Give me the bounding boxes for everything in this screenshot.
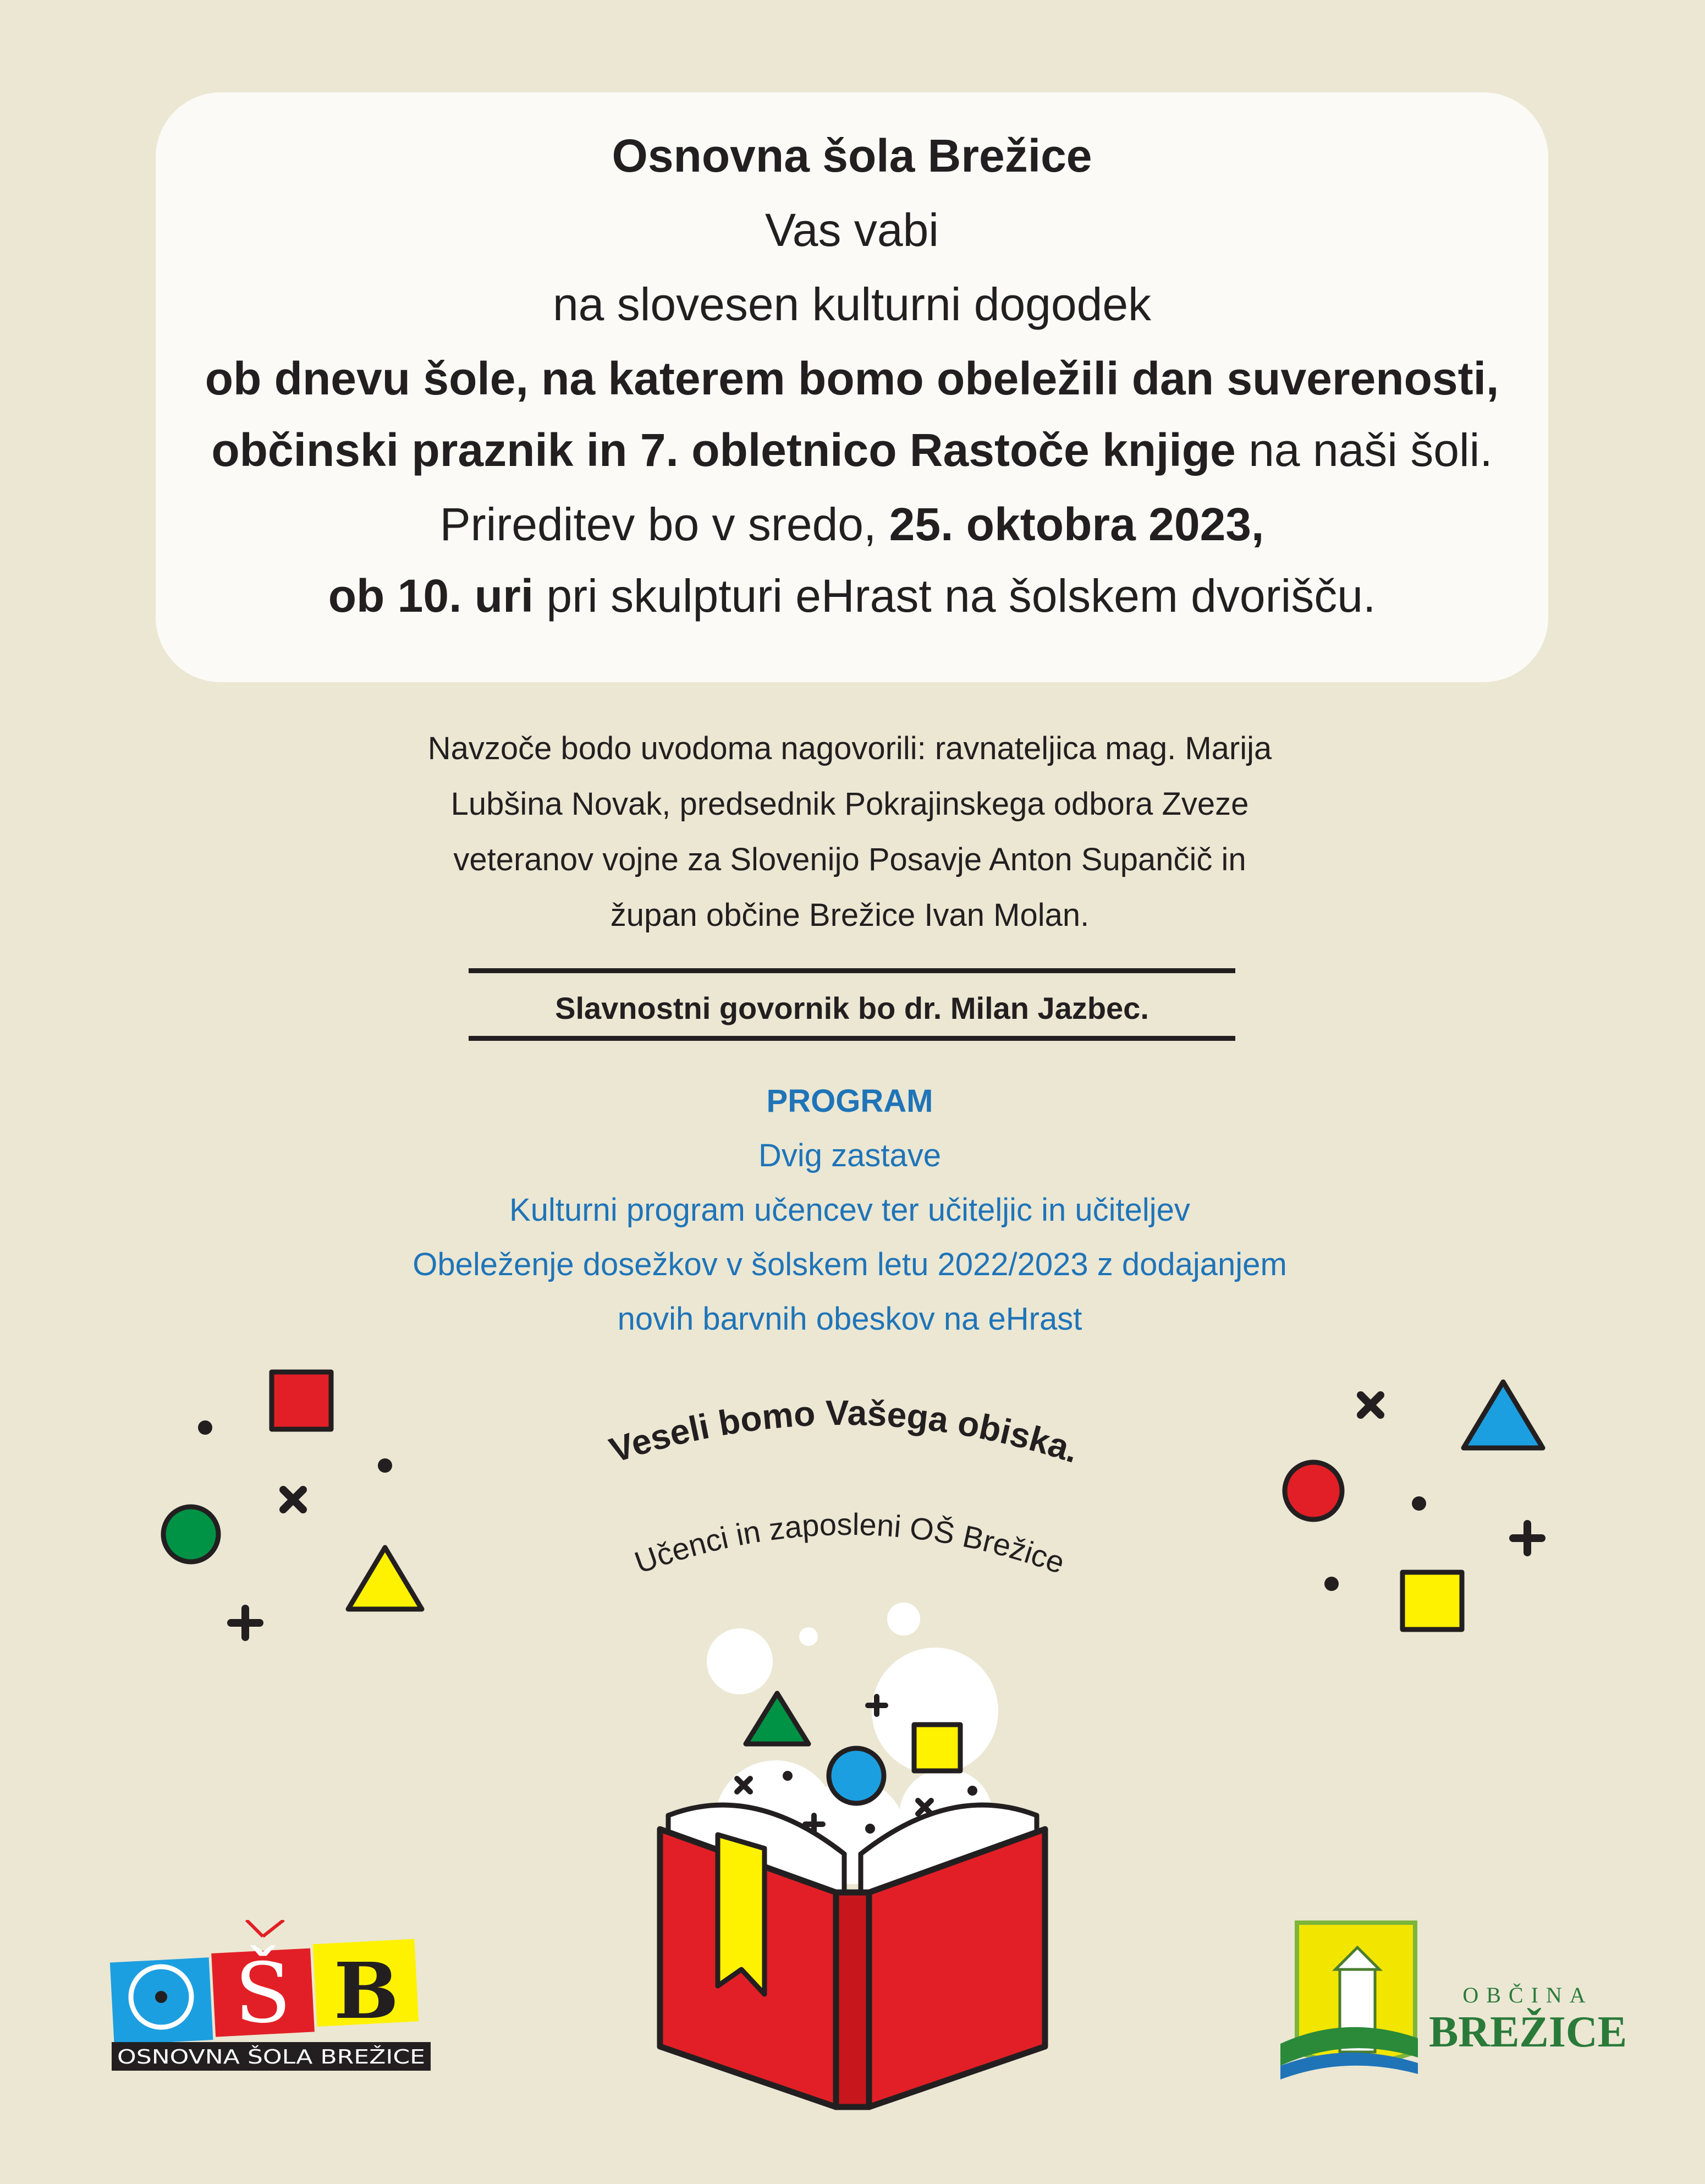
dot-icon <box>1412 1496 1426 1511</box>
yellow-triangle-icon <box>348 1548 422 1609</box>
bubble-icon <box>887 1603 920 1636</box>
invite-text: Vas vabi <box>765 204 939 256</box>
signature-text <box>630 1507 1069 1581</box>
logo-caption: OSNOVNA ŠOLA BREŽICE <box>117 2046 369 2068</box>
program-item: Dvig zastave <box>758 1138 942 1173</box>
time-bold: ob 10. uri <box>328 570 534 622</box>
book-illustration <box>660 1603 1045 2107</box>
left-shape-cluster <box>163 1372 422 1637</box>
place-rest: pri skulpturi eHrast na šolskem dvorišču. <box>534 570 1376 622</box>
keynote-speaker: Slavnostni govornik bo dr. Milan Jazbec. <box>555 991 1149 1025</box>
yellow-square-icon <box>1402 1572 1462 1629</box>
municipality-big-text: BREŽICE <box>1428 2008 1627 2056</box>
right-shape-cluster <box>1285 1382 1543 1629</box>
program-item: Kulturni program učencev ter učiteljic in učiteljev <box>509 1192 1190 1228</box>
program-item: novih barvnih obeskov na eHrast <box>617 1301 1082 1337</box>
plus-icon <box>231 1609 260 1637</box>
event-intro: na slovesen kulturni dogodek <box>552 278 1152 330</box>
dot-icon <box>1324 1577 1339 1591</box>
school-name: Osnovna šola Brežice <box>612 130 1092 182</box>
plus-icon <box>1513 1524 1542 1552</box>
program-title: PROGRAM <box>766 1083 933 1119</box>
cross-icon <box>1361 1395 1380 1415</box>
bubble-icon <box>799 1627 818 1646</box>
program-item: Obeleženje dosežkov v šolskem letu 2022/2023 z dodajanjem <box>413 1247 1287 1282</box>
bookmark-icon <box>718 1835 765 1994</box>
speeches-line-3: veteranov vojne za Slovenijo Posavje Anton Supančič in <box>453 842 1246 877</box>
bubble-icon <box>707 1628 773 1694</box>
blue-circle-icon <box>829 1748 884 1803</box>
school-logo <box>109 1920 433 2074</box>
occasion-line-1: ob dnevu šole, na katerem bomo obeležili dan suverenosti, <box>205 353 1499 404</box>
blue-triangle-icon <box>1464 1382 1543 1448</box>
occasion-line-2-rest: na naši šoli. <box>1235 424 1493 476</box>
book-spine <box>836 1892 869 2107</box>
dot-icon <box>865 1824 875 1834</box>
municipality-small-text: OBČINA <box>1462 1983 1593 2007</box>
green-circle-icon <box>163 1507 218 1562</box>
red-square-icon <box>272 1372 331 1429</box>
green-triangle-icon <box>746 1693 809 1744</box>
red-circle-icon <box>1285 1462 1342 1519</box>
date-bold: 25. oktobra 2023, <box>889 498 1264 550</box>
bubble-icon <box>948 1656 963 1672</box>
greeting-text <box>605 1393 1084 1470</box>
municipality-logo <box>1275 1909 1638 2090</box>
signature-path: Učenci in zaposleni OŠ Brežice <box>630 1506 1070 1581</box>
speeches-line-1: Navzoče bodo uvodoma nagovorili: ravnateljica mag. Marija <box>427 731 1272 766</box>
dot-icon <box>378 1458 392 1473</box>
speeches-line-2: Lubšina Novak, predsednik Pokrajinskega odbora Zveze <box>450 786 1249 822</box>
dot-icon <box>198 1420 212 1435</box>
date-prefix: Prireditev bo v sredo, <box>439 498 889 550</box>
yellow-square-icon <box>914 1725 960 1771</box>
dot-icon <box>967 1786 977 1796</box>
speeches-line-4: župan občine Brežice Ivan Molan. <box>610 897 1090 933</box>
logo-letter-b: B <box>333 1946 399 2037</box>
greeting-path: Veseli bomo Vašega obiska. <box>604 1392 1084 1470</box>
dot-icon <box>783 1771 793 1781</box>
logo-letter-s: Š <box>234 1946 292 2042</box>
occasion-line-2-bold: občinski praznik in 7. obletnico Rastoče knjige <box>211 424 1236 476</box>
cross-icon <box>283 1490 303 1510</box>
